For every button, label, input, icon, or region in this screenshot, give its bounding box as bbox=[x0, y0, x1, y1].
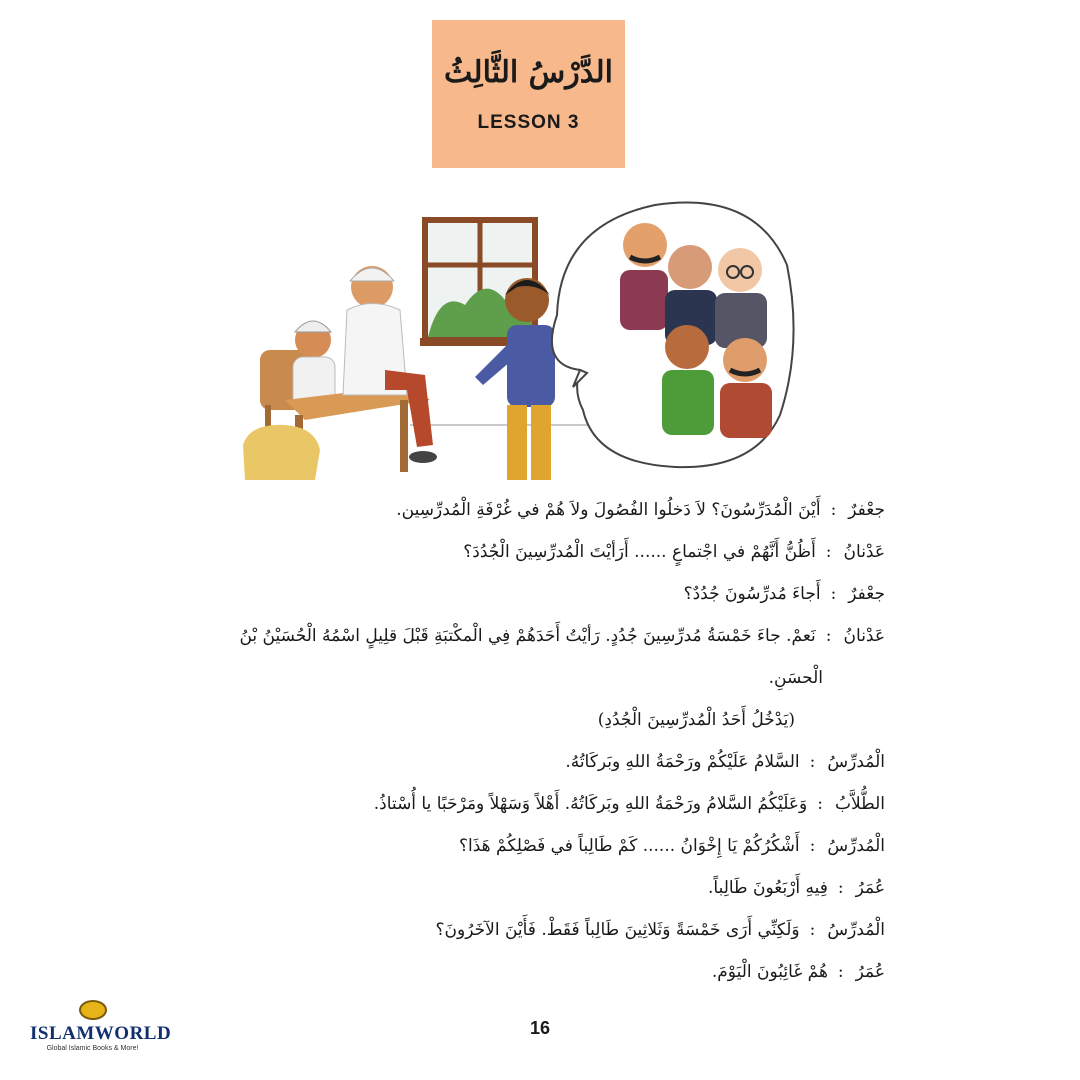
lesson-title-box bbox=[432, 20, 625, 168]
speaker-name: الطُّلاَّبُ bbox=[835, 794, 885, 814]
speaker-separator: : bbox=[837, 962, 844, 982]
logo-emblem-icon bbox=[79, 1000, 107, 1020]
stage-direction: (يَدْخُلُ أَحَدُ الْمُدرِّسِينَ الْجُدُدِ) bbox=[597, 710, 795, 730]
speaker-separator: : bbox=[825, 626, 832, 646]
dialogue-continuation: الْحسَنِ. bbox=[768, 668, 823, 688]
dialogue-text: أَيْنَ الْمُدَرِّسُونَ؟ لاَ دَخلُوا الفُصُولَ ولاَ هُمْ في غُرْفَةِ الْمُدرِّسِين. bbox=[396, 500, 821, 520]
speaker-separator: : bbox=[809, 752, 816, 772]
dialogue-text: أَشْكُرُكُمْ يَا إِخْوَانُ ...... كَمْ طَالِباً في فَصْلِكُمْ هَذَا؟ bbox=[458, 836, 800, 856]
speaker-separator: : bbox=[817, 794, 823, 814]
dialogue-line bbox=[155, 836, 885, 878]
dialogue-text: وَعَلَيْكُمُ السَّلامُ ورَحْمَةُ اللهِ وبَركَاتُهُ. أَهْلاً وَسَهْلاً ومَرْحَبًا يا أُسْتاذُ. bbox=[373, 794, 808, 814]
speaker-name: الْمُدرِّسُ bbox=[827, 920, 885, 940]
speaker-separator: : bbox=[830, 500, 837, 520]
lesson-dialogue bbox=[155, 500, 885, 1004]
speaker-name: عَدْنانُ bbox=[843, 542, 885, 562]
dialogue-text: فِيهِ أَرْبَعُونَ طَالِباً. bbox=[707, 878, 828, 898]
dialogue-text: أَظُنُّ أَنَّهُمْ في اجْتماعٍ ...... أَرَأيْتَ الْمُدرِّسِينَ الْجُدُدَ؟ bbox=[463, 542, 816, 562]
logo-tagline: Global Islamic Books & More! bbox=[46, 1045, 139, 1052]
dialogue-line bbox=[155, 542, 885, 584]
speaker-name: عَدْنانُ bbox=[843, 626, 885, 646]
speaker-name: جعْفرٌ bbox=[848, 500, 885, 520]
speaker-name: الْمُدرِّسُ bbox=[827, 836, 885, 856]
page-number: 16 bbox=[529, 1018, 551, 1038]
speaker-separator: : bbox=[830, 584, 837, 604]
speaker-name: عُمَرُ bbox=[855, 962, 885, 982]
dialogue-text: وَلَكِنِّي أَرَى خَمْسَةً وَثَلاثِينَ طَالِباً فَقَطْ. فَأَيْنَ الآخَرُونَ؟ bbox=[435, 920, 800, 940]
speaker-name: الْمُدرِّسُ bbox=[827, 752, 885, 772]
speaker-name: جعْفرٌ bbox=[848, 584, 885, 604]
speaker-separator: : bbox=[809, 836, 816, 856]
speaker-separator: : bbox=[825, 542, 832, 562]
dialogue-line bbox=[155, 626, 885, 668]
dialogue-line bbox=[155, 752, 885, 794]
classroom-illustration bbox=[235, 195, 795, 485]
islamworld-logo bbox=[30, 1000, 172, 1052]
dialogue-text: هُمْ غَائِبُونَ الْيَوْمَ. bbox=[711, 962, 828, 982]
speaker-name: عُمَرُ bbox=[855, 878, 885, 898]
thought-bubble bbox=[552, 203, 794, 468]
classroom-chair-front bbox=[243, 425, 320, 480]
dialogue-line bbox=[155, 962, 885, 1004]
speaker-separator: : bbox=[837, 878, 844, 898]
dialogue-text: السَّلامُ عَلَيْكُمْ ورَحْمَةُ اللهِ وبَركَاتُهُ. bbox=[565, 752, 800, 772]
lesson-title-english: LESSON 3 bbox=[477, 111, 580, 133]
dialogue-line bbox=[155, 794, 885, 836]
dialogue-line bbox=[155, 878, 885, 920]
dialogue-line bbox=[155, 920, 885, 962]
dialogue-line bbox=[155, 500, 885, 542]
dialogue-line bbox=[155, 584, 885, 626]
speaker-separator: : bbox=[809, 920, 816, 940]
logo-name: ISLAMWORLD bbox=[30, 1023, 172, 1044]
dialogue-text: نَعمْ. جاءَ خَمْسَةُ مُدرِّسِينَ جُدُدٍ. رَأيْتُ أَحَدَهُمْ فِي الْمكْتبَةِ قَبْلَ قلِيلٍ اسْمُهُ الْحُسَيْنُ بْنُ bbox=[239, 626, 816, 646]
lesson-title-arabic: الدَّرْسُ الثَّالِثُ bbox=[443, 54, 614, 90]
dialogue-text: أَجاءَ مُدرِّسُونَ جُدُدٌ؟ bbox=[683, 584, 821, 604]
